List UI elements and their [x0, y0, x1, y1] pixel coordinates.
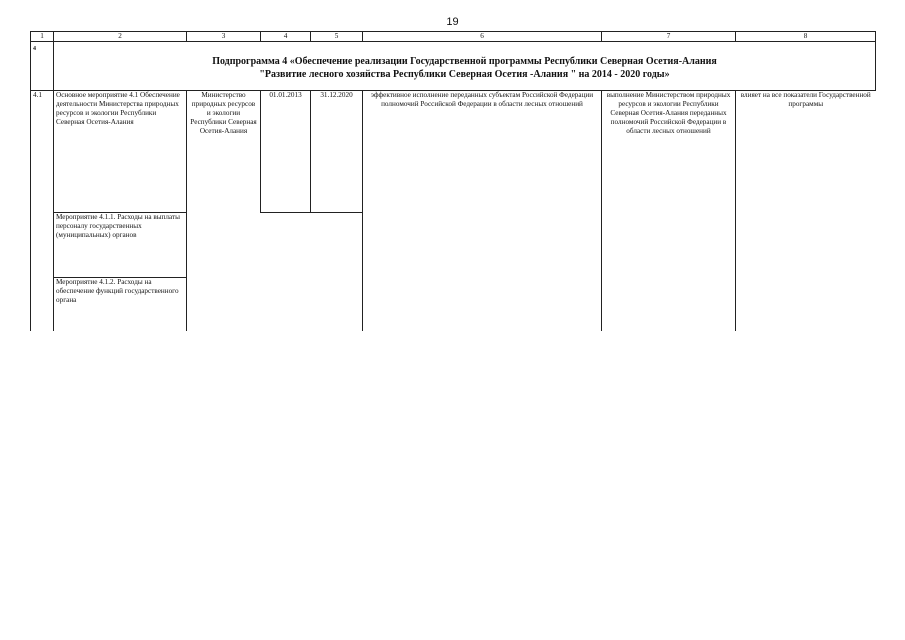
start-date: [261, 278, 311, 332]
expected-result: [363, 213, 602, 278]
column-number: 1: [31, 32, 54, 42]
start-date: 01.01.2013: [261, 91, 311, 213]
executor-cell: Министерство природных ресурсов и экологии Республики Северная Осетия-Алания: [187, 91, 261, 213]
consequences: [602, 278, 736, 332]
activity-name: Мероприятие 4.1.1. Расходы на выплаты персоналу государственных (муниципальных) органов: [54, 213, 187, 278]
program-table: [30, 31, 876, 331]
subprogram-id: 4: [31, 42, 54, 91]
subprogram-title-line-1: Подпрограмма 4 «Обеспечение реализации Государственной программы Республики Северная Осетия-Алания: [212, 56, 717, 67]
indicators: [736, 213, 876, 278]
subprogram-title: [54, 42, 876, 91]
indicators: влияет на все показатели Государственной программы: [736, 91, 876, 213]
end-date: [311, 278, 363, 332]
activity-name: Основное мероприятие 4.1 Обеспечение деятельности Министерства природных ресурсов и экологии Республики Северная Осетия-Алания: [54, 91, 187, 213]
row-number: [31, 278, 54, 332]
column-number: 7: [602, 32, 736, 42]
column-number: 2: [54, 32, 187, 42]
consequences: выполнение Министерством природных ресурсов и экологии Республики Северная Осетия-Алания переданных полномочий Российской Федерации в области лесных отношений: [602, 91, 736, 213]
column-number: 6: [363, 32, 602, 42]
column-number: 5: [311, 32, 363, 42]
column-number: 8: [736, 32, 876, 42]
row-number: 4.1: [31, 91, 54, 213]
indicators: [736, 278, 876, 332]
subprogram-title-line-2: "Развитие лесного хозяйства Республики Северная Осетия -Алания " на 2014 - 2020 годы»: [259, 69, 670, 80]
executor-cell: [187, 213, 261, 278]
table-row: [31, 91, 876, 213]
expected-result: эффективное исполнение переданных субъектам Российской Федерации полномочий Российской Федерации в области лесных отношений: [363, 91, 602, 213]
start-date: [261, 213, 311, 278]
column-number-row: [31, 32, 876, 42]
consequences: [602, 213, 736, 278]
row-number: [31, 213, 54, 278]
end-date: [311, 213, 363, 278]
column-number: 4: [261, 32, 311, 42]
subprogram-row: [31, 42, 876, 91]
table-row: [31, 213, 876, 278]
executor-cell: [187, 278, 261, 332]
expected-result: [363, 278, 602, 332]
page-number: 19: [446, 16, 459, 28]
activity-name: Мероприятие 4.1.2. Расходы на обеспечение функций государственного органа: [54, 278, 187, 332]
end-date: 31.12.2020: [311, 91, 363, 213]
table-row: [31, 278, 876, 332]
column-number: 3: [187, 32, 261, 42]
